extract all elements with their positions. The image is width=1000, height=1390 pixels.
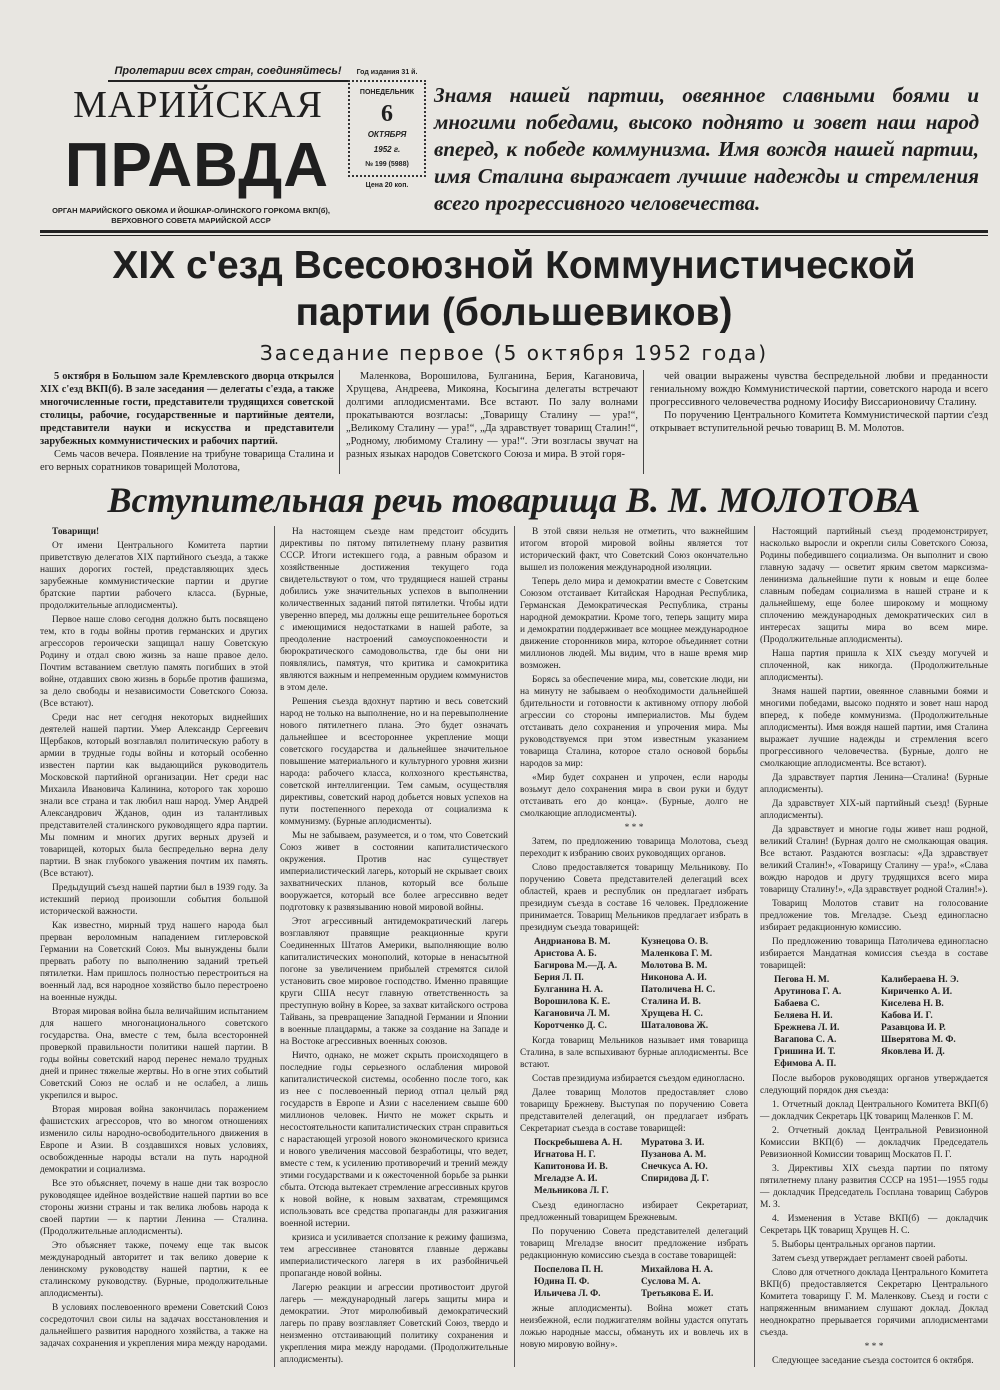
article-paragraph: 2. Отчетный доклад Центральной Ревизионной Комиссии ВКП(б) — докладчик Председатель Ревизионной Комиссии товарищ Москатов П. Г.	[760, 1126, 988, 1160]
article-paragraph: Ничто, однако, не может скрыть происходящего в последние годы серьезного ослабления мировой капиталистической системы, особенно после того, как из нее с послевоенный период отпал целый ряд государств в Европе и Азии с населением свыше 600 миллионов человек. Ничто не может скрыть и несостоятельности капиталистических стран справиться с нарастающей угрозой нового экономического кризиса и нового увеличения массовой безработицы, что ведет, вместе с тем, к усилению противоречий и трений между этими государствами и к ожесточенной борьбе за рынки сбыта. Отсюда вытекает стремление агрессивных кругов к новой войне, к новым захватам, стремящимся использовать все средства пропаганды для разжигания военной истерии.	[280, 1051, 508, 1229]
article-paragraph: Да здравствует XIX-ый партийный съезд! (Бурные аплодисменты).	[760, 799, 988, 821]
name-list-item: Молотова В. М.	[641, 961, 708, 971]
name-list-item: Поспелова П. Н.	[534, 1265, 604, 1275]
article-paragraph: Борясь за обеспечение мира, мы, советские люди, ни на минуту не забываем о необходимости дальнейшей бдительности и готовности к активному отпору любой агрессии со стороны империалистов. Мы будем отстаивать дело сохранения и упрочения мира. Мы руководствуемся при этом известным указанием товарища Сталина, которое стало основой борьбы народов за мир:	[520, 675, 748, 769]
month: ОКТЯБРЯ	[367, 130, 407, 139]
date-frame	[348, 80, 426, 177]
name-list-item: Брежнева Л. И.	[774, 1023, 840, 1033]
name-list-item: Ильичева Л. Ф.	[534, 1289, 601, 1299]
article-paragraph: Как известно, мирный труд нашего народа был прерван вероломным нападением гитлеровской Германии на Советский Союз. Мы вынуждены были прервать работу по выполнению заданий третьей пятилетки. Нам пришлось полностью перестроиться на военный лад, вся народное хозяйство было перестроено на военные нужды.	[40, 921, 268, 1003]
article-paragraph: Наша партия пришла к XIX съезду могучей и сплоченной, как никогда. (Продолжительные аплодисменты).	[760, 649, 988, 683]
section-divider: * * *	[624, 823, 644, 833]
article-paragraph: Товарищи!	[52, 527, 100, 537]
name-list-item: Юдина П. Ф.	[534, 1277, 590, 1287]
article-paragraph: Состав президиума избирается съездом единогласно.	[532, 1074, 745, 1084]
article-paragraph: Настоящий партийный съезд продемонстрирует, насколько выросли и окрепли силы Советского Союза, Родины победившего социализма. Он выполнит и свою главную задачу — осветит ярким светом марксизма-ленинизма дальнейшие пути к новым и еще более славным победам социализма в нашей стране и к дальнейшему, еще более широкому и мощному сплочению международных демократических сил в интересах защиты мира во всем мире. (Продолжительные аплодисменты).	[760, 527, 988, 645]
name-list-item: Киселева Н. В.	[881, 999, 944, 1009]
newspaper-title-main: ПРАВДА	[64, 131, 330, 200]
article-paragraph: кризиса и усиливается сползание к режиму фашизма, тем агрессивнее становятся главные державы империалистического лагеря в их разбойничьей пропаганде новой войны.	[280, 1233, 508, 1279]
name-list-item: Аристова А. Б.	[534, 949, 597, 959]
name-list-item: Разавцова И. Р.	[881, 1023, 946, 1033]
article-paragraph: 5. Выборы центральных органов партии.	[772, 1240, 936, 1250]
article-paragraph: Да здравствует партия Ленина—Сталина! (Бурные аплодисменты).	[760, 773, 988, 795]
article-paragraph: Решения съезда вдохнут партию и весь советский народ не только на выполнение, но и на перевыполнение нового пятилетнего плана. Это будет означать дальнейшее и всестороннее укрепление мощи советского государства и дальнейшее значительное повышение материального и культурного уровня жизни народа: рабочего класса, колхозного крестьянства, советской интеллигенции. Тем самым, осуществляя директивы, советский народ добьется новых успехов на пути постепенного перехода от социализма к коммунизму. (Бурные аплодисменты).	[280, 697, 508, 827]
organ-line-1: ОРГАН МАРИЙСКОГО ОБКОМА И ЙОШКАР-ОЛИНСКОГО ГОРКОМА ВКП(б),	[52, 206, 330, 215]
name-list-item: Пузанова А. М.	[641, 1150, 707, 1160]
intro-column-1	[40, 370, 340, 474]
intro-report	[40, 370, 988, 474]
headline-line-1: XIX с'езд Всесоюзной Коммунистической	[112, 244, 916, 287]
article-paragraph: Слово для отчетного доклада Центрального Комитета ВКП(б) предоставляется Секретарю Центрального Комитета товарищу Г. М. Маленкову. Съезд и гости с напряженным вниманием слушают доклад. Доклад неоднократно прерывается горячими аплодисментами съезда.	[760, 1268, 988, 1338]
name-list-item: Бабаева С.	[774, 999, 820, 1009]
name-list-item: Ворошилова К. Е.	[534, 997, 611, 1007]
intro-paragraph: Маленкова, Ворошилова, Булганина, Берия, Кагановича, Хрущева, Андреева, Микояна, Косыгина делегаты встречают долгими аплодисментами. Все встают. По залу волнами прокатываются возгласы: „Товарищу Сталину — ура!“, „Великому Сталину — ура!“, „Да здравствует товарищ Сталин!“, „Родному, любимому Сталину — ура!“. Эти возгласы звучат на разных языках народов Советского Союза и мира. В этой горя-	[346, 371, 638, 460]
name-list-item: Гришина И. Т.	[774, 1047, 836, 1057]
name-list-item	[881, 1058, 988, 1070]
organ-line	[40, 206, 342, 225]
name-list-item: Булганина Н. А.	[534, 985, 603, 995]
article-paragraph: Товарищ Молотов ставит на голосование предложение тов. Мгеладзе. Съезд единогласно избирает редакционную комиссию.	[760, 899, 988, 933]
name-list-item: Багирова М.—Д. А.	[534, 961, 618, 971]
article-paragraph: На настоящем съезде нам предстоит обсудить директивы по пятому пятилетнему плану развития СССР. Итоги истекшего года, а равным образом и хозяйственные достижения текущего года свидетельствуют о том, что трудящиеся нашей страны добились уже значительных успехов в выполнении количественных заданий пятой пятилетки. Чтобы идти уверенно вперед, мы должны еще решительнее бороться с имеющимися недостатками в нашей работе, за преодоление настроений самоуспокоенности и бюрократического самодовольства, где бы они ни появлялись, памятуя, что критика и самокритика являются важным и непременным орудием коммунистов в этом деле.	[280, 527, 508, 693]
article-paragraph: Мы не забываем, разумеется, и о том, что Советский Союз живет в состоянии капиталистического окружения. Против нас существует империалистический лагерь, который не скрывает своих захватнических планов, который все больше вооружается, который все более агрессивно ведет подготовку к развязыванию новой мировой войны.	[280, 831, 508, 913]
article-paragraph: Затем съезд утверждает регламент своей работы.	[772, 1254, 968, 1264]
article-paragraph: 3. Директивы XIX съезда партии по пятому пятилетнему плану развития СССР на 1951—1955 годы — докладчик Председатель Госплана товарищ Сабуров М. З.	[760, 1164, 988, 1210]
speech-title: Вступительная речь товарища В. М. МОЛОТОВА	[107, 480, 921, 520]
name-list-item: Маленкова Г. М.	[641, 949, 713, 959]
article-paragraph: «Мир будет сохранен и упрочен, если народы возьмут дело сохранения мира в свои руки и будут отстаивать его до конца». (Бурные, долго не смолкающие аплодисменты).	[520, 773, 748, 819]
article-paragraph: Далее товарищ Молотов предоставляет слово товарищу Брежневу. Выступая по поручению Совета представителей делегаций, он предлагает избрать Секретариат съезда в составе товарищей:	[520, 1088, 748, 1134]
issue-year: Год издания 31 й.	[356, 69, 418, 76]
name-list-item: Патоличева Н. С.	[641, 985, 716, 995]
weekday: ПОНЕДЕЛЬНИК	[359, 89, 415, 96]
article-paragraph: По предложению товарища Патоличева единогласно избирается Мандатная комиссия съезда в составе товарищей:	[760, 937, 988, 971]
article-paragraph: Вторая мировая война была величайшим испытанием для нашего многонационального советского государства. Она, вместе с тем, была всесторонней проверкой правильности политики нашей партии. В годы войны советский народ перенес немало трудных дней и принес тяжелые жертвы. Но в огне этих событий Советский Союз не ослаб и не ослабел, а лишь укрепился и вырос.	[40, 1007, 268, 1101]
article-paragraph: 1. Отчетный доклад Центрального Комитета ВКП(б) — докладчик Секретарь ЦК товарищ Маленков Г. М.	[760, 1100, 988, 1122]
section-divider: * * *	[864, 1342, 884, 1352]
name-list	[520, 1264, 748, 1300]
article-paragraph: От имени Центрального Комитета партии приветствую делегатов XIX партийного съезда, а также наших дорогих гостей, представляющих здесь зарубежные коммунистические партии и другие братские партии рабочего класса. (Бурные, продолжительные аплодисменты).	[40, 541, 268, 611]
intro-paragraph: Семь часов вечера. Появление на трибуне товарища Сталина и его верных соратников товарищей Молотова,	[40, 449, 334, 473]
name-list-item: Кириченко А. И.	[881, 987, 953, 997]
name-list-item: Кузнецова О. В.	[641, 937, 709, 947]
name-list-item: Поскребышева А. Н.	[534, 1138, 623, 1148]
name-list-item: Спиридова Д. Г.	[641, 1174, 709, 1184]
article-paragraph: Это объясняет также, почему еще так высок международный авторитет и так велико доверие к ленинскому руководству нашей партии, к ее сталинскому руководству. (Бурные, продолжительные аплодисменты).	[40, 1241, 268, 1299]
article-paragraph: По поручению Совета представителей делегаций товарищ Мгеладзе вносит предложение избрать редакционную комиссию съезда в составе товарищей:	[520, 1227, 748, 1261]
name-list-item: Ефимова А. П.	[774, 1059, 837, 1069]
name-list-item: Шаталовова Ж.	[641, 1021, 709, 1031]
name-list	[520, 1137, 748, 1197]
name-list-item: Суслова М. А.	[641, 1277, 701, 1287]
article-paragraph: Все это объясняет, почему в наше дни так возросло руководящее идейное воздействие нашей партии во все стороны жизни страны и так велика любовь народа к своей партии — к партии Ленина — Сталина. (Продолжительные аплодисменты).	[40, 1179, 268, 1237]
date-box	[348, 68, 426, 190]
name-list-item: Сталина И. В.	[641, 997, 701, 1007]
article-paragraph: Когда товарищ Мельников называет имя товарища Сталина, в зале вспыхивают бурные аплодисменты. Все встают.	[520, 1036, 748, 1070]
article-paragraph: В условиях послевоенного времени Советский Союз сосредоточил свои силы на задачах восстановления и дальнейшего развития народного хозяйства, а также на задачах сохранения и укрепления мира между народами.	[40, 1303, 268, 1349]
name-list-item: Пегова Н. М.	[774, 975, 830, 985]
article-body	[40, 526, 988, 1367]
article-paragraph: Знамя нашей партии, овеянное славными боями и многими победами, высоко поднято и зовет наш народ вперед, к победе коммунизма. (Продолжительные аплодисменты). Имя вождя нашей партии, имя Сталина выражает лучшие надежды и стремления всего прогрессивного человечества. (Бурные, долго не смолкающие аплодисменты. Все встают).	[760, 687, 988, 769]
name-list-item: Яковлева И. Д.	[881, 1047, 945, 1057]
price: Цена 20 коп.	[365, 182, 409, 189]
article-paragraph: Среди нас нет сегодня некоторых виднейших деятелей нашей партии. Умер Александр Сергеевич Щербаков, который возглавлял политическую работу в армии в трудные годы войны и который особенно известен партии как выдающийся руководитель Московской партийной организации. Нет среди нас Михаила Ивановича Калинина, которого так хорошо знали все страна и так любил наш народ. Умер Андрей Александрович Жданов, один из талантливых представителей сталинского руководящего ядра партии. Мы помним и многих других верных друзей и товарищей, которых была беспредельно верна делу партии. В знак глубокого уважения почтим их память. (Все встают).	[40, 713, 268, 879]
article-paragraph: Слово предоставляется товарищу Мельникову. По поручению Совета представителей делегаций всех областей, краев и республик он предлагает избрать президиум съезда в составе 16 человек. Предложение принимается. Товарищ Мельников предлагает избрать в президиум съезда товарищей:	[520, 863, 748, 933]
headline-line-2: партии (большевиков)	[295, 291, 733, 334]
name-list	[520, 936, 748, 1032]
right-slogan: Знамя нашей партии, овеянное славными боями и многими победами, высоко поднято и зовет наш народ вперед, к победе коммунизма. Имя вождя нашей партии, имя Сталина выражает лучшие надежды и стремления всего прогрессивного человечества.	[434, 83, 979, 215]
name-list-item: Беляева Н. И.	[774, 1011, 833, 1021]
newspaper-title-top: МАРИЙСКАЯ	[73, 84, 323, 126]
name-list-item: Мельникова Л. Г.	[534, 1186, 609, 1196]
article-paragraph: Этот агрессивный антидемократический лагерь возглавляют правящие реакционные круги Соединенных Штатов Америки, выполняющие волю капиталистических монополий, которые в ненасытной погоне за увеличением прибылей стремятся силой установить свое мировое господство. Именно правящие круги США несут главную ответственность за преступную войну в Корее, за захват китайского острова Тайвань, за превращение Западной Германии и Японии в военные плацдармы, а также за создание на Западе и на Востоке агрессивных военных союзов.	[280, 917, 508, 1047]
article-paragraph: Следующее заседание съезда состоится 6 октября.	[772, 1356, 974, 1366]
article-paragraph: Вторая мировая война закончилась поражением фашистских агрессоров, что во многом отношениях изменило силы народно-освободительного движения в Европе и Азии. В создавшихся новых условиях, освобожденные народы встали на путь народной демократии и социализма.	[40, 1105, 268, 1175]
name-list-item: Снечкуса А. Ю.	[641, 1162, 708, 1172]
organ-line-2: ВЕРХОВНОГО СОВЕТА МАРИЙСКОЙ АССР	[111, 215, 271, 225]
article-paragraph: Затем, по предложению товарища Молотова, съезд переходит к избранию своих руководящих органов.	[520, 837, 748, 859]
intro-paragraph: По поручению Центрального Комитета Коммунистической партии с'езд открывает вступительной речью товарищ В. М. Молотов.	[650, 410, 988, 434]
article-paragraph: Да здравствует и многие годы живет наш родной, великий Сталин! (Бурная долго не смолкающая овация. Все встают. Раздаются возгласы: «Да здравствует великий Сталин!», «Товарищу Сталину — ура!», «Слава вождю народов и другу трудящихся всего мира товарищу Сталину!», «Да здравствует родной Сталин!»).	[760, 825, 988, 895]
name-list-item: Никонова А. И.	[641, 973, 707, 983]
intro-column-3	[650, 370, 988, 474]
name-list-item: Калибераева Н. Э.	[881, 975, 959, 985]
masthead-slogan: Пролетарии всех стран, соединяйтесь!	[108, 64, 348, 82]
subheadline: Заседание первое (5 октября 1952 года)	[259, 341, 769, 365]
name-list-item: Вагапова С. А.	[774, 1035, 837, 1045]
name-list	[760, 974, 988, 1070]
name-list-item: Капитонова И. В.	[534, 1162, 608, 1172]
intro-column-2	[346, 370, 644, 474]
name-list-item: Шверятова М. Ф.	[881, 1035, 956, 1045]
intro-paragraph: 5 октября в Большом зале Кремлевского дворца открылся XIX с'езд ВКП(б). В зале заседания — делегаты с'езда, а также многочисленные гости, представители трудящихся советской столицы, рабочие, государственные и партийные деятели, представители науки и искусства и представители зарубежных коммунистических и рабочих партий.	[40, 371, 334, 447]
name-list-item: Берия Л. П.	[534, 973, 584, 983]
name-list-item: Кабова И. Г.	[881, 1011, 933, 1021]
name-list-item: Арутинова Г. А.	[774, 987, 842, 997]
headline	[40, 242, 988, 336]
name-list-item: Муратова З. И.	[641, 1138, 705, 1148]
day: 6	[381, 101, 393, 127]
article-paragraph: Лагерю реакции и агрессии противостоит другой лагерь — международный лагерь защиты мира и демократии. Этот миролюбивый демократический лагерь по праву возглавляет Советский Союз, твердо и неизменно отстаивающий политику сохранения и укрепления мира между народами. (Продолжительные аплодисменты).	[280, 1283, 508, 1365]
name-list-item	[641, 1185, 748, 1197]
name-list-item: Хрущева Н. С.	[641, 1009, 703, 1019]
issue-number: № 199 (5988)	[365, 161, 409, 168]
article-paragraph: После выборов руководящих органов утверждается следующий порядок дня съезда:	[760, 1074, 988, 1096]
article-paragraph: 4. Изменения в Уставе ВКП(б) — докладчик Секретарь ЦК товарищ Хрущев Н. С.	[760, 1214, 988, 1236]
name-list-item: Андрианова В. М.	[534, 937, 611, 947]
article-paragraph: В этой связи нельзя не отметить, что важнейшим итогом второй мировой войны является тот исторический факт, что Советский Союз окончательно вышел из положения международной изоляции.	[520, 527, 748, 573]
name-list-item: Кагановича Л. М.	[534, 1009, 610, 1019]
name-list-item: Михайлова Н. А.	[641, 1265, 713, 1275]
article-paragraph: жные аплодисменты). Война может стать неизбежной, если поджигателям войны удастся опутать ложью народные массы, обмануть их и вовлечь их в новую мировую войну».	[520, 1304, 748, 1350]
name-list-item: Мгеладзе А. И.	[534, 1174, 598, 1184]
masthead-rule-thin	[40, 235, 988, 236]
article-paragraph: Теперь дело мира и демократии вместе с Советским Союзом отстаивает Китайская Народная Республика, Германская Демократическая Республика, страны народной демократии. Кроме того, теперь защиту мира и демократии поддерживает все мощнее международное движение сторонников мира, которое объединяет сотни миллионов людей. Мы видим, что в наше время мир возможен.	[520, 577, 748, 671]
year: 1952 г.	[373, 145, 401, 154]
intro-paragraph: чей овации выражены чувства беспредельной любви и преданности гениальному вождю Коммунистической партии, советского народа и всего прогрессивного человечества родному Иосифу Виссарионовичу Сталину.	[650, 371, 988, 408]
article-paragraph: Предыдущий съезд нашей партии был в 1939 году. За истекший период произошли события большой исторической важности.	[40, 883, 268, 917]
name-list-item: Третьякова Е. И.	[641, 1289, 714, 1299]
name-list-item: Игнатова Н. Г.	[534, 1150, 596, 1160]
masthead-rule	[40, 230, 988, 233]
main-content	[40, 242, 988, 1367]
article-paragraph: Первое наше слово сегодня должно быть посвящено тем, кто в годы войны против германских и других агрессоров героически защищал нашу Советскую Родину и отдал свою жизнь за наше правое дело. Почтим вставанием светлую память погибших в этой войне, отдавших свою жизнь в борьбе против фашизма, за дело свободы и независимости Советского Союза. (Все встают).	[40, 615, 268, 709]
name-list-item: Коротченко Д. С.	[534, 1021, 607, 1031]
article-paragraph: Съезд единогласно избирает Секретариат, предложенный товарищем Брежневым.	[520, 1201, 748, 1223]
